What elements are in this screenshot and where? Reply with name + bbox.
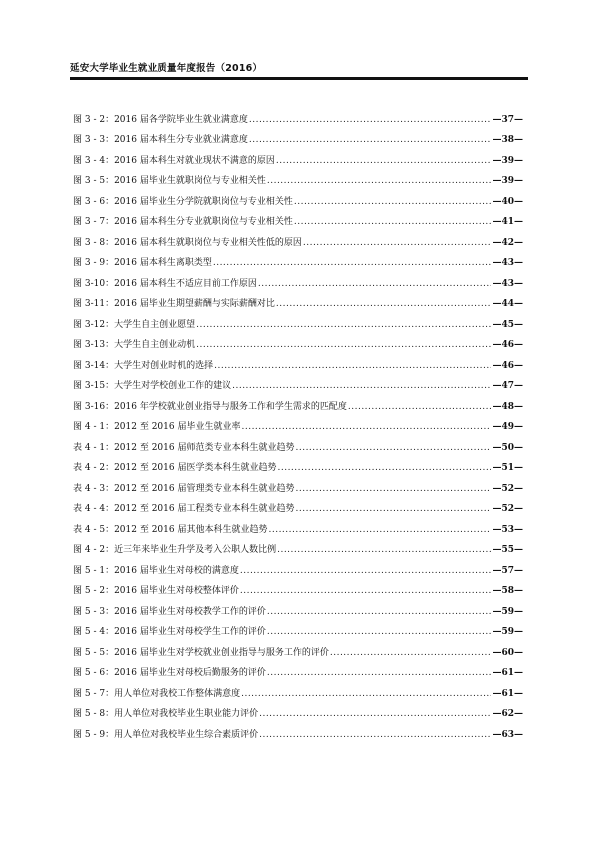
page-header	[70, 62, 528, 80]
toc-dot-leader	[330, 647, 492, 659]
toc-entry-page-number: —58—	[492, 586, 523, 596]
toc-entry-page-number: —63—	[492, 729, 523, 740]
toc-entry[interactable]	[73, 228, 523, 249]
toc-entry-page-number: —52—	[492, 483, 523, 494]
toc-entry[interactable]	[73, 126, 523, 147]
toc-entry[interactable]	[73, 495, 523, 516]
toc-entry-label: 图 5 - 2：	[73, 586, 115, 596]
toc-dot-leader	[294, 196, 492, 208]
toc-entry-page-number: —46—	[492, 360, 523, 371]
toc-entry-label: 图 3-16：	[73, 401, 115, 412]
toc-entry[interactable]	[73, 536, 523, 557]
toc-entry-page-number: —49—	[492, 422, 523, 432]
toc-entry-page-number: —51—	[492, 463, 523, 473]
toc-entry-page-number: —43—	[492, 258, 523, 268]
toc-entry[interactable]	[73, 372, 523, 393]
toc-entry[interactable]	[73, 679, 523, 700]
toc-entry[interactable]	[73, 249, 523, 270]
toc-entry-label: 图 3 - 6：	[73, 196, 115, 207]
toc-entry-label: 图 5 - 9：	[73, 729, 115, 740]
toc-dot-leader	[277, 544, 491, 556]
toc-entry-title: 大学生自主创业愿望	[114, 319, 196, 330]
toc-entry-title: 大学生对学校创业工作的建议	[114, 381, 232, 391]
toc-entry-page-number: —40—	[492, 196, 523, 207]
toc-entry-page-number: —37—	[492, 114, 523, 125]
toc-entry[interactable]	[73, 659, 523, 680]
toc-entry[interactable]	[73, 105, 523, 126]
toc-entry-page-number: —41—	[492, 217, 523, 227]
toc-entry-title: 2016 届各学院毕业生就业满意度	[114, 114, 248, 125]
toc-entry-title: 2012 至 2016 届医学类本科生就业趋势	[114, 463, 277, 473]
toc-dot-leader	[249, 114, 492, 126]
toc-entry-page-number: —44—	[492, 299, 523, 309]
toc-entry-title: 2016 年学校就业创业指导与服务工作和学生需求的匹配度	[114, 401, 347, 412]
toc-entry-page-number: —45—	[492, 319, 523, 330]
toc-entry-title: 2012 至 2016 届毕业生就业率	[114, 422, 241, 432]
header-rule	[70, 77, 528, 80]
toc-entry[interactable]	[73, 577, 523, 598]
toc-entry-page-number: —59—	[492, 606, 523, 617]
toc-dot-leader	[276, 298, 492, 310]
toc-entry-page-number: —59—	[492, 627, 523, 637]
toc-entry-title: 2016 届毕业生就职岗位与专业相关性	[114, 176, 266, 186]
toc-entry-label: 表 4 - 3：	[73, 483, 115, 494]
toc-entry-label: 图 5 - 6：	[73, 668, 115, 678]
toc-dot-leader	[240, 565, 492, 577]
toc-entry-label: 图 3-12：	[73, 319, 115, 330]
toc-dot-leader	[268, 524, 491, 536]
toc-entry-label: 图 3 - 8：	[73, 237, 115, 248]
toc-entry-title: 用人单位对我校毕业生综合素质评价	[114, 729, 259, 740]
toc-entry-page-number: —61—	[492, 688, 523, 699]
toc-entry-label: 图 3 - 5：	[73, 176, 115, 186]
toc-dot-leader	[277, 462, 491, 474]
toc-dot-leader	[267, 175, 492, 187]
toc-dot-leader	[258, 278, 492, 290]
toc-entry[interactable]	[73, 515, 523, 536]
toc-entry[interactable]	[73, 556, 523, 577]
report-header-title: 延安大学毕业生就业质量年度报告（2016）	[70, 63, 263, 74]
toc-entry-label: 图 4 - 2：	[73, 545, 115, 555]
toc-entry-label: 图 3-15：	[73, 381, 115, 391]
toc-dot-leader	[348, 401, 492, 413]
toc-dot-leader	[294, 216, 492, 228]
toc-entry[interactable]	[73, 290, 523, 311]
toc-entry-label: 图 3-14：	[73, 360, 115, 371]
toc-entry[interactable]	[73, 146, 523, 167]
toc-entry-label: 图 5 - 7：	[73, 688, 115, 699]
toc-entry[interactable]	[73, 720, 523, 741]
toc-entry-page-number: —47—	[492, 381, 523, 391]
toc-dot-leader	[249, 134, 492, 146]
toc-entry[interactable]	[73, 331, 523, 352]
toc-entry[interactable]	[73, 392, 523, 413]
toc-entry-title: 2016 届毕业生对母校整体评价	[114, 586, 239, 596]
toc-entry-title: 2016 届本科生离职类型	[114, 258, 212, 268]
toc-entry-page-number: —53—	[492, 524, 523, 535]
toc-entry-page-number: —38—	[492, 135, 523, 145]
toc-entry[interactable]	[73, 474, 523, 495]
toc-entry-page-number: —46—	[492, 340, 523, 350]
toc-entry-title: 2016 届毕业生对母校教学工作的评价	[114, 606, 266, 617]
toc-entry-page-number: —55—	[492, 545, 523, 555]
toc-entry-title: 2016 届本科生分专业就业满意度	[114, 135, 248, 145]
toc-dot-leader	[240, 585, 492, 597]
toc-entry-page-number: —60—	[492, 647, 523, 658]
toc-entry[interactable]	[73, 310, 523, 331]
toc-entry-label: 图 3-11：	[73, 299, 115, 309]
toc-entry-label: 图 4 - 1：	[73, 422, 115, 432]
toc-entry[interactable]	[73, 208, 523, 229]
toc-entry-title: 近三年来毕业生升学及考入公职人数比例	[114, 545, 277, 555]
toc-entry-label: 图 5 - 4：	[73, 627, 115, 637]
toc-dot-leader	[196, 339, 491, 351]
toc-entry-title: 2012 至 2016 届其他本科生就业趋势	[114, 524, 268, 535]
toc-dot-leader	[241, 421, 491, 433]
toc-entry-page-number: —52—	[492, 504, 523, 514]
toc-entry-label: 图 5 - 1：	[73, 565, 115, 576]
toc-dot-leader	[214, 360, 491, 372]
toc-entry-label: 表 4 - 2：	[73, 463, 115, 473]
toc-entry-title: 用人单位对我校毕业生职业能力评价	[114, 709, 259, 719]
toc-dot-leader	[295, 483, 491, 495]
toc-dot-leader	[213, 257, 492, 269]
toc-dot-leader	[303, 237, 492, 249]
toc-entry-label: 表 4 - 4：	[73, 504, 115, 514]
toc-entry-label: 表 4 - 5：	[73, 524, 115, 535]
toc-entry-title: 2016 届毕业生对母校后勤服务的评价	[114, 668, 266, 678]
toc-dot-leader	[295, 442, 491, 454]
toc-entry-page-number: —61—	[492, 668, 523, 678]
toc-entry[interactable]	[73, 638, 523, 659]
toc-entry-title: 大学生对创业时机的选择	[114, 360, 214, 371]
toc-entry-title: 2016 届本科生不适应目前工作原因	[114, 278, 257, 289]
toc-entry[interactable]	[73, 433, 523, 454]
table-of-contents	[73, 105, 523, 741]
toc-entry-label: 图 3 - 4：	[73, 155, 115, 166]
toc-dot-leader	[276, 155, 492, 167]
toc-entry-title: 2016 届本科生分专业就职岗位与专业相关性	[114, 217, 293, 227]
toc-entry-page-number: —43—	[492, 278, 523, 289]
toc-dot-leader	[232, 380, 491, 392]
toc-dot-leader	[196, 319, 491, 331]
toc-entry-title: 2012 至 2016 届师范类专业本科生就业趋势	[114, 442, 295, 453]
toc-entry[interactable]	[73, 597, 523, 618]
toc-entry-title: 2016 届毕业生对母校学生工作的评价	[114, 627, 266, 637]
toc-entry[interactable]	[73, 187, 523, 208]
toc-entry[interactable]	[73, 413, 523, 434]
toc-entry-label: 图 3 - 9：	[73, 258, 115, 268]
toc-entry-label: 图 3-10：	[73, 278, 115, 289]
toc-dot-leader	[267, 606, 492, 618]
toc-entry-page-number: —62—	[492, 709, 523, 719]
toc-entry-title: 2012 至 2016 届工程类专业本科生就业趋势	[114, 504, 295, 514]
toc-entry-label: 图 3-13：	[73, 340, 115, 350]
toc-entry-label: 图 5 - 5：	[73, 647, 115, 658]
toc-entry-page-number: —39—	[492, 155, 523, 166]
toc-entry-label: 图 5 - 3：	[73, 606, 115, 617]
toc-entry-page-number: —42—	[492, 237, 523, 248]
toc-dot-leader	[295, 503, 491, 515]
toc-entry[interactable]	[73, 700, 523, 721]
toc-entry-title: 2016 届毕业生期望薪酬与实际薪酬对比	[114, 299, 275, 309]
toc-entry-title: 2016 届本科生对就业现状不满意的原因	[114, 155, 275, 166]
toc-entry[interactable]	[73, 351, 523, 372]
toc-dot-leader	[259, 708, 491, 720]
toc-entry-title: 2012 至 2016 届管理类专业本科生就业趋势	[114, 483, 295, 494]
toc-entry-label: 图 5 - 8：	[73, 709, 115, 719]
toc-entry-title: 用人单位对我校工作整体满意度	[114, 688, 241, 699]
toc-entry[interactable]	[73, 618, 523, 639]
toc-dot-leader	[267, 626, 492, 638]
toc-entry-label: 图 3 - 3：	[73, 135, 115, 145]
toc-dot-leader	[241, 688, 491, 700]
toc-entry-label: 图 3 - 7：	[73, 217, 115, 227]
toc-entry-page-number: —50—	[492, 442, 523, 453]
toc-entry-page-number: —57—	[492, 565, 523, 576]
toc-entry[interactable]	[73, 454, 523, 475]
toc-entry-page-number: —48—	[492, 401, 523, 412]
toc-entry[interactable]	[73, 167, 523, 188]
toc-entry-page-number: —39—	[492, 176, 523, 186]
toc-entry[interactable]	[73, 269, 523, 290]
toc-entry-title: 2016 届毕业生对母校的满意度	[114, 565, 239, 576]
toc-entry-label: 表 4 - 1：	[73, 442, 115, 453]
toc-entry-label: 图 3 - 2：	[73, 114, 115, 125]
toc-entry-title: 2016 届毕业生分学院就职岗位与专业相关性	[114, 196, 293, 207]
toc-dot-leader	[259, 729, 491, 741]
toc-entry-title: 2016 届毕业生对学校就业创业指导与服务工作的评价	[114, 647, 329, 658]
toc-dot-leader	[267, 667, 492, 679]
toc-entry-title: 2016 届本科生就职岗位与专业相关性低的原因	[114, 237, 302, 248]
toc-entry-title: 大学生自主创业动机	[114, 340, 196, 350]
